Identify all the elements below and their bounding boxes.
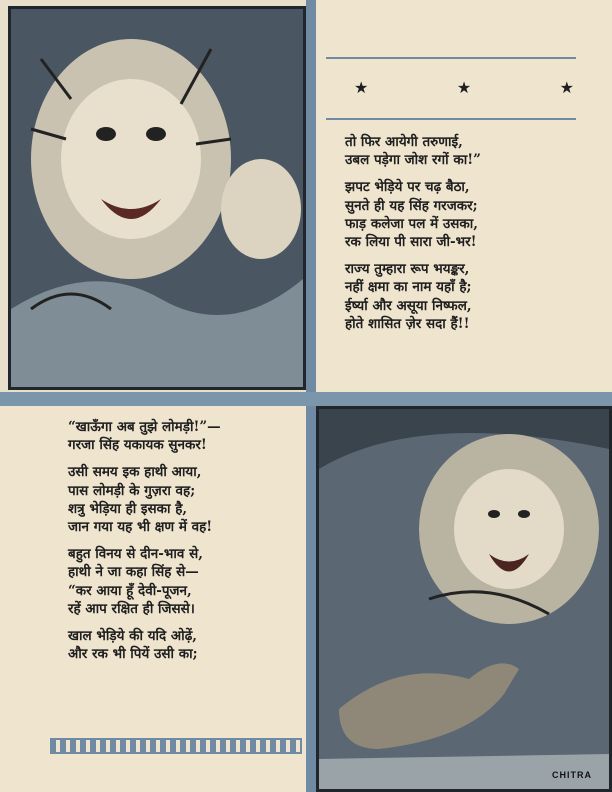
star-icon: ★ xyxy=(456,78,472,97)
decorative-border xyxy=(50,738,302,754)
poem-line: “खाऊँगा अब तुझे लोमड़ी!”— xyxy=(68,419,221,435)
poem-line: शत्रु भेड़िया ही इसका है, xyxy=(68,500,188,517)
poem-line: उसी समय इक हाथी आया, xyxy=(68,464,202,481)
poem-bottom-left xyxy=(68,418,304,672)
poem-line: और रक भी पियें उसी का; xyxy=(68,646,198,663)
poem-line: सुनते ही यह सिंह गरजकर; xyxy=(345,197,478,214)
poem-line: रहें आप रक्षित ही जिससे। xyxy=(68,600,195,617)
star-icon: ★ xyxy=(354,78,369,97)
poem-line: खाल भेड़िये की यदि ओढ़ें, xyxy=(68,628,198,645)
poem-line: फाड़ कलेजा पल में उसका, xyxy=(345,215,478,232)
poem-line: बहुत विनय से दीन-भाव से, xyxy=(68,546,203,563)
lion-wolf-drawing xyxy=(319,409,609,789)
poem-line: नहीं क्षमा का नाम यहाँ है; xyxy=(345,279,472,296)
poem-top-right xyxy=(345,133,585,342)
horizontal-gutter xyxy=(0,392,612,406)
lion-illustration xyxy=(8,6,306,390)
poem-line: राज्य तुम्हारा रूप भयङ्कर, xyxy=(345,261,470,278)
stanza xyxy=(345,133,585,169)
stanza xyxy=(345,178,585,251)
poem-line: गरजा सिंह यकायक सुनकर! xyxy=(68,437,207,454)
lion-wolf-illustration xyxy=(316,406,612,792)
second-rule xyxy=(326,118,576,120)
poem-line: झपट भेड़िये पर चढ़ बैठा, xyxy=(345,179,470,196)
star-icon: ★ xyxy=(559,78,574,97)
top-rule xyxy=(326,57,576,59)
poem-line: “कर आया हूँ देवी-पूजन, xyxy=(68,582,192,599)
stanza xyxy=(345,260,585,333)
poem-line: पास लोमड़ी के गुज़रा वह; xyxy=(68,482,196,499)
stanza xyxy=(68,418,304,454)
poem-line: जान गया यह भी क्षण में वह! xyxy=(68,519,213,536)
stanza xyxy=(68,627,304,663)
poem-line: हाथी ने जा कहा सिंह से— xyxy=(68,564,199,581)
star-row xyxy=(354,78,574,97)
poem-line: रक लिया पी सारा जी-भर! xyxy=(345,234,477,251)
lion-drawing xyxy=(11,9,303,387)
poem-line: होते शासित ज़ेर सदा हैं!! xyxy=(345,315,470,332)
stanza xyxy=(68,545,304,618)
artist-signature: CHITRA xyxy=(552,770,592,780)
stanza xyxy=(68,463,304,536)
poem-line: तो फिर आयेगी तरुणाई, xyxy=(345,134,463,150)
poem-line: उबल पड़ेगा जोश रगों का!” xyxy=(345,152,481,169)
poem-line: ईर्ष्या और असूया निष्फल, xyxy=(345,297,472,314)
